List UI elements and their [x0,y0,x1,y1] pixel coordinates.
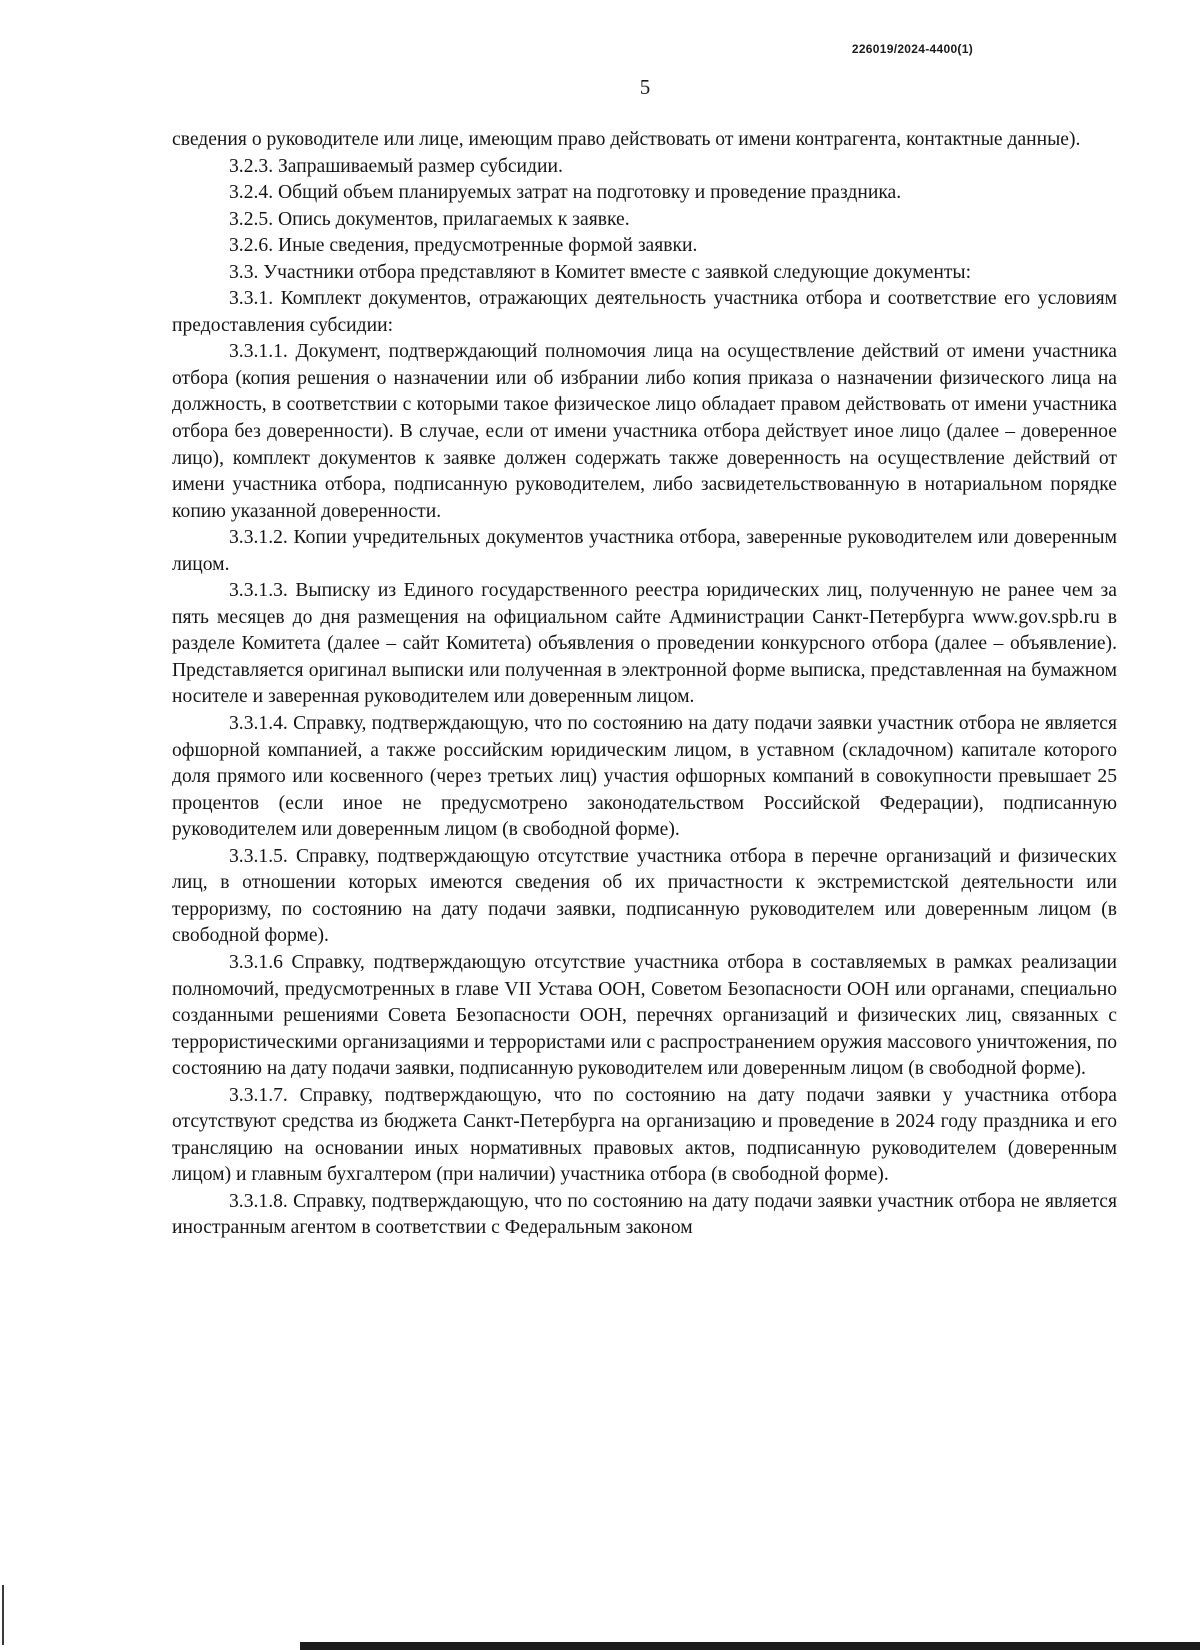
paragraph-3-3-1-8: 3.3.1.8. Справку, подтверждающую, что по состоянию на дату подачи заявки участник отбора не является иностранным агентом в соответствии с Федеральным законом [172,1190,1117,1239]
document-body [172,127,1117,1242]
paragraph-3-3-1-3: 3.3.1.3. Выписку из Единого государственного реестра юридических лиц, полученную не ранее чем за пять месяцев до дня размещения на официальном сайте Администрации Санкт-Петербурга www.gov.spb.ru в разделе Комитета (далее – сайт Комитета) объявления о проведении конкурсного отбора (далее – объявление). Представляется оригинал выписки или полученная в электронной форме выписка, представленная на бумажном носителе и заверенная руководителем или доверенным лицом. [172,580,1117,708]
paragraph-3-2-3: 3.2.3. Запрашиваемый размер субсидии. [229,155,563,177]
scan-bottom-border [300,1642,1200,1650]
paragraph-3-2-4: 3.2.4. Общий объем планируемых затрат на подготовку и проведение праздника. [229,182,902,204]
document-registration-number: 226019/2024-4400(1) [851,42,973,56]
paragraph-3-3-1-4: 3.3.1.4. Справку, подтверждающую, что по состоянию на дату подачи заявки участник отбора не является офшорной компанией, а также российским юридическим лицом, в уставном (складочном) капитале которого доля прямого или косвенного (через третьих лиц) участия офшорных компаний в совокупности превышает 25 процентов (если иное не предусмотрено законодательством Российской Федерации), подписанную руководителем или доверенным лицом (в свободной форме). [172,713,1117,841]
paragraph-3-2-5: 3.2.5. Опись документов, прилагаемых к заявке. [229,208,630,230]
paragraph-3-3-1: 3.3.1. Комплект документов, отражающих деятельность участника отбора и соответствие его условиям предоставления субсидии: [172,288,1117,336]
paragraph-3-3-1-6: 3.3.1.6 Справку, подтверждающую отсутствие участника отбора в составляемых в рамках реализации полномочий, предусмотренных в главе VII Устава ООН, Советом Безопасности ООН или органами, специально созданными решениями Совета Безопасности ООН, перечнях организаций и физических лиц, связанных с террористическими организациями и террористами или с распространением оружия массового уничтожения, по состоянию на дату подачи заявки, подписанную руководителем или доверенным лицом (в свободной форме). [172,951,1117,1080]
scan-edge-mark [2,1585,4,1645]
paragraph-3-3-1-7: 3.3.1.7. Справку, подтверждающую, что по состоянию на дату подачи заявки у участника отбора отсутствуют средства из бюджета Санкт-Петербурга на организацию и проведение в 2024 году праздника и его трансляцию на основании иных нормативных правовых актов, подписанную руководителем (доверенным лицом) и главным бухгалтером (при наличии) участника отбора (в свободной форме). [172,1084,1117,1186]
paragraph-3-2-6: 3.2.6. Иные сведения, предусмотренные формой заявки. [229,235,698,257]
paragraph-contractor-contacts: сведения о руководителе или лице, имеющим право действовать от имени контрагента, контактные данные). [172,129,1081,150]
paragraph-3-3-1-5: 3.3.1.5. Справку, подтверждающую отсутствие участника отбора в перечне организаций и физических лиц, в отношении которых имеются сведения об их причастности к экстремистской деятельности или терроризму, по состоянию на дату подачи заявки, подписанную руководителем или доверенным лицом (в свободной форме). [172,845,1117,947]
paragraph-3-3-1-2: 3.3.1.2. Копии учредительных документов участника отбора, заверенные руководителем или доверенным лицом. [172,527,1117,575]
page-number: 5 [639,75,651,99]
paragraph-3-3-1-1: 3.3.1.1. Документ, подтверждающий полномочия лица на осуществление действий от имени участника отбора (копия решения о назначении или об избрании либо копия приказа о назначении физического лица на должность, в соответствии с которыми такое физическое лицо обладает правом действовать от имени участника отбора без доверенности). В случае, если от имени участника отбора действует иное лицо (далее – доверенное лицо), комплект документов к заявке должен содержать также доверенность на осуществление действий от имени участника отбора, подписанную руководителем, либо засвидетельствованную в нотариальном порядке копию указанной доверенности. [172,341,1117,522]
paragraph-3-3: 3.3. Участники отбора представляют в Комитет вместе с заявкой следующие документы: [229,261,972,283]
